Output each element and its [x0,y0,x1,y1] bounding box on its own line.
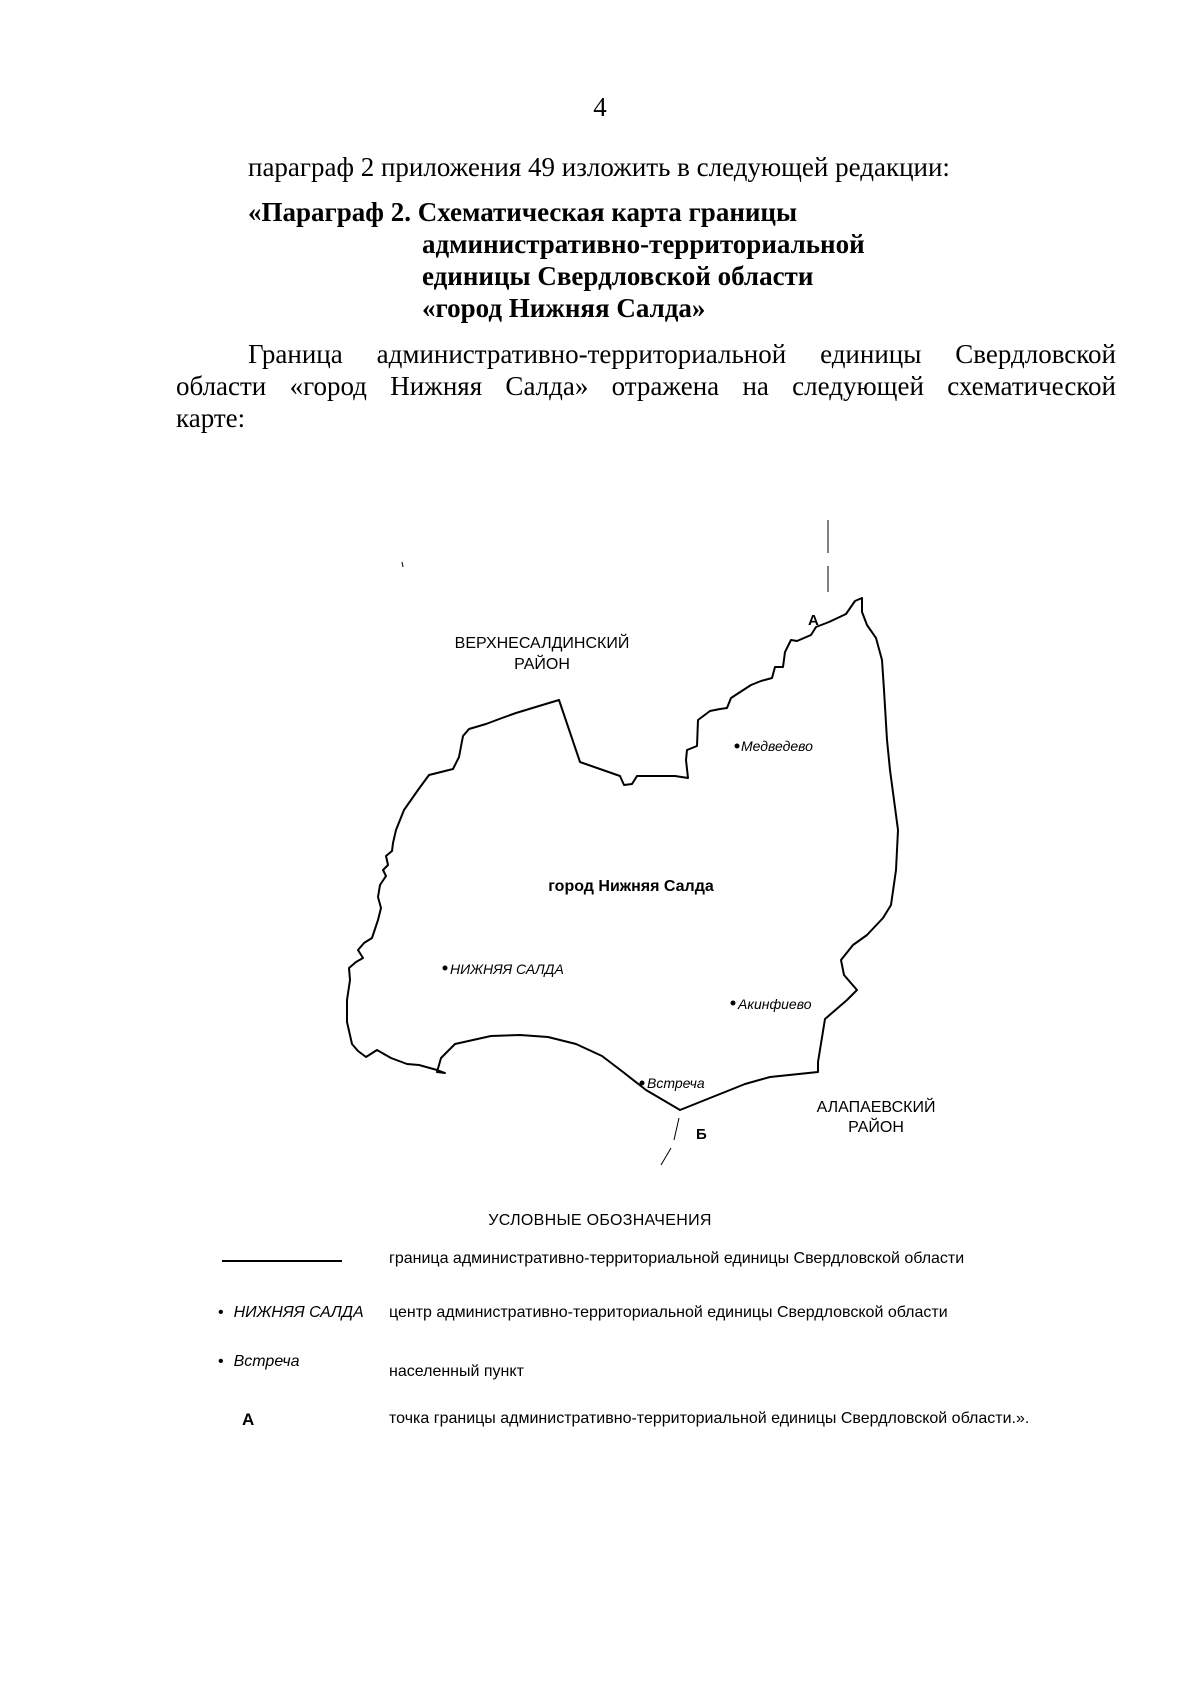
boundary-point-b: Б [696,1126,707,1143]
boundary-line [347,598,898,1110]
boundary-point-a: А [808,612,819,629]
settlement-marker-vstrecha [640,1081,645,1086]
legend-center-sample [218,1304,364,1322]
center-label: НИЖНЯЯ САЛДА [450,961,564,977]
heading-line-1: «Параграф 2. Схематическая карта границы [248,197,798,227]
legend-boundary-desc: граница административно-территориальной единицы Свердловской области [389,1250,965,1267]
intro-line: параграф 2 приложения 49 изложить в следующей редакции: [248,152,950,182]
bullet-icon: • [218,1353,224,1370]
legend-settlement-sample-text: Встреча [233,1353,300,1370]
legend-center-desc: центр административно-территориальной единицы Свердловской области [389,1304,948,1321]
settlement-label-akinfievo: Акинфиево [738,996,812,1012]
legend-row-boundary [0,1246,1200,1276]
north-district-label-1: ВЕРХНЕСАЛДИНСКИЙ [454,635,630,652]
heading-line-3: единицы Свердловской области [422,261,814,291]
legend-row-center [0,1300,1200,1330]
legend-settlement-sample [218,1353,300,1371]
settlement-marker-akinfievo [731,1001,736,1006]
settlement-marker-medvedevo [735,744,740,749]
stray-mark [402,562,403,567]
center-marker [443,966,448,971]
legend-boundary-sample [222,1260,342,1262]
legend-row-point [0,1406,1200,1436]
paragraph-line-1: Граница административно-территориальной единицы Свердловской [248,339,1116,369]
legend-point-desc: точка границы административно-территориальной единицы Свердловской области.». [389,1410,1030,1427]
settlement-label-vstrecha: Встреча [647,1075,705,1091]
unit-name-label: город Нижняя Салда [548,878,714,895]
paragraph-line-3: карте: [176,403,246,433]
east-district-label-2: РАЙОН [848,1119,904,1136]
legend-center-sample-text: НИЖНЯЯ САЛДА [233,1304,364,1321]
heading-line-4: «город Нижняя Салда» [422,293,706,323]
paragraph-line-2: области «город Нижняя Салда» отражена на следующей схематической [176,371,1116,401]
legend-point-sample: А [242,1410,255,1429]
legend-row-settlement [0,1353,1200,1383]
east-district-label-1: АЛАПАЕВСКИЙ [816,1099,936,1116]
legend-settlement-desc: населенный пункт [389,1363,524,1380]
bullet-icon: • [218,1304,224,1321]
north-district-label-2: РАЙОН [514,656,570,673]
legend-title: УСЛОВНЫЕ ОБОЗНАЧЕНИЯ [488,1212,712,1229]
settlement-label-medvedevo: Медведево [741,738,813,754]
heading-line-2: административно-территориальной [422,229,865,259]
boundary-extension-south-2 [661,1148,671,1165]
boundary-extension-south-1 [674,1118,679,1140]
page-number: 4 [593,92,607,122]
